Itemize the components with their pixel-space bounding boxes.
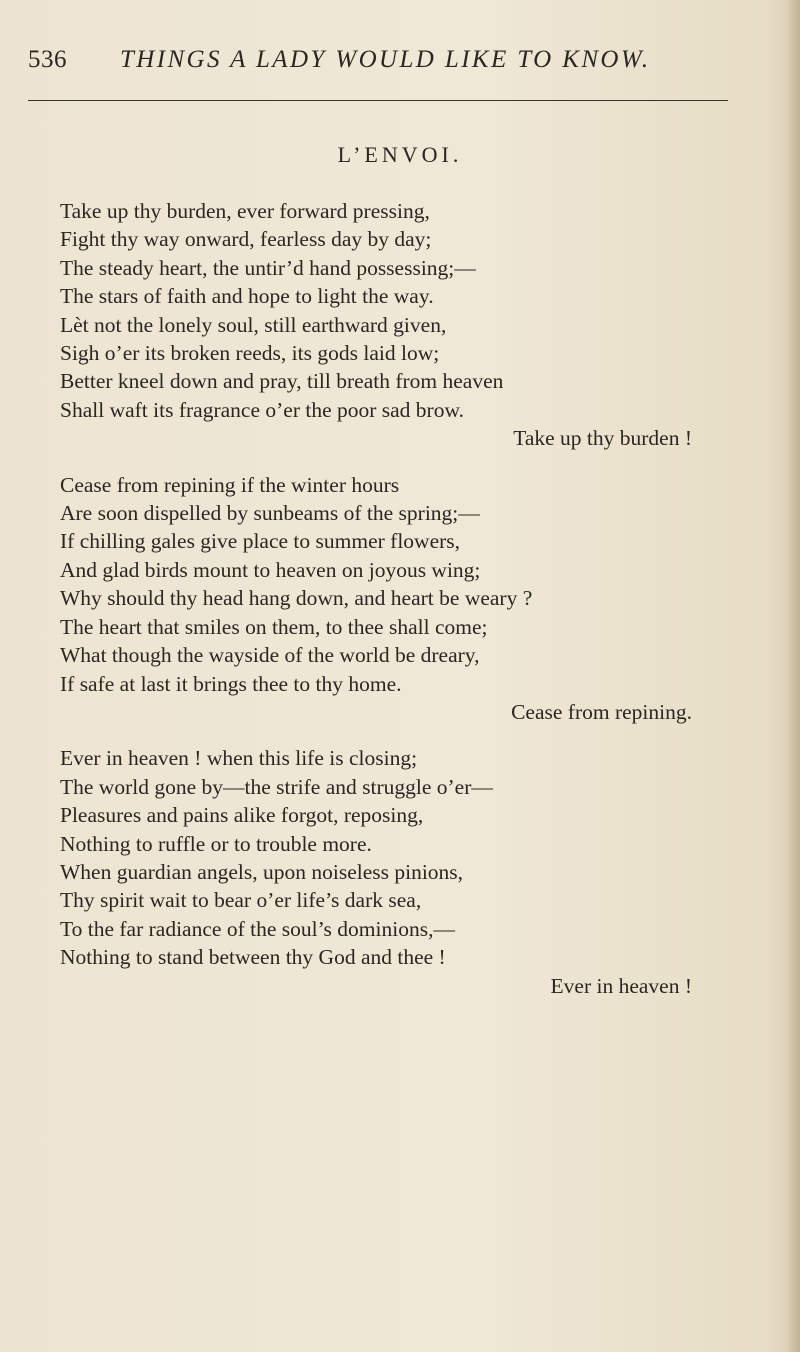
stanza-refrain: Take up thy burden ! — [513, 426, 692, 451]
poem-body — [60, 197, 700, 1018]
poem-line: Are soon dispelled by sunbeams of the spring;— — [60, 501, 480, 526]
poem-line: The stars of faith and hope to light the way. — [60, 284, 434, 309]
poem-line: Sigh o’er its broken reeds, its gods laid low; — [60, 341, 440, 366]
stanza-refrain: Cease from repining. — [511, 699, 692, 724]
poem-line: The steady heart, the untir’d hand possessing;— — [60, 255, 476, 280]
page-edge-shadow — [786, 0, 800, 1352]
poem-line: Thy spirit wait to bear o’er life’s dark sea, — [60, 888, 422, 913]
page-header — [28, 46, 728, 92]
poem-title: L’ENVOI. — [337, 142, 463, 167]
stanza-1 — [60, 197, 700, 453]
poem-line: The heart that smiles on them, to thee shall come; — [60, 614, 488, 639]
poem-line: Nothing to stand between thy God and thee ! — [60, 945, 446, 970]
poem-line: Better kneel down and pray, till breath from heaven — [60, 369, 504, 394]
poem-line: Nothing to ruffle or to trouble more. — [60, 831, 372, 856]
poem-line: Pleasures and pains alike forgot, reposing, — [60, 803, 424, 828]
poem-line: To the far radiance of the soul’s dominions,— — [60, 916, 455, 941]
poem-line: Cease from repining if the winter hours — [60, 472, 400, 497]
poem-line: The world gone by—the strife and struggle o’er— — [60, 774, 493, 799]
poem-line: If chilling gales give place to summer flowers, — [60, 529, 461, 554]
poem-line: What though the wayside of the world be dreary, — [60, 643, 480, 668]
poem-line: If safe at last it brings thee to thy home. — [60, 671, 402, 696]
page-number: 536 — [28, 46, 67, 73]
poem-line: When guardian angels, upon noiseless pinions, — [60, 859, 464, 884]
stanza-refrain: Ever in heaven ! — [550, 973, 692, 998]
poem-line: And glad birds mount to heaven on joyous wing; — [60, 557, 481, 582]
stanza-3 — [60, 744, 700, 1000]
poem-line: Why should thy head hang down, and heart be weary ? — [60, 586, 533, 611]
poem-line: Take up thy burden, ever forward pressing, — [60, 199, 430, 223]
stanza-2 — [60, 471, 700, 727]
poem-line: Shall waft its fragrance o’er the poor sad brow. — [60, 397, 464, 422]
running-head: THINGS A LADY WOULD LIKE TO KNOW. — [120, 46, 651, 73]
poem-line: Ever in heaven ! when this life is closing; — [60, 746, 418, 771]
header-rule — [28, 100, 728, 101]
poem-line: Fight thy way onward, fearless day by day; — [60, 227, 432, 252]
poem-line: Lèt not the lonely soul, still earthward given, — [60, 312, 447, 337]
